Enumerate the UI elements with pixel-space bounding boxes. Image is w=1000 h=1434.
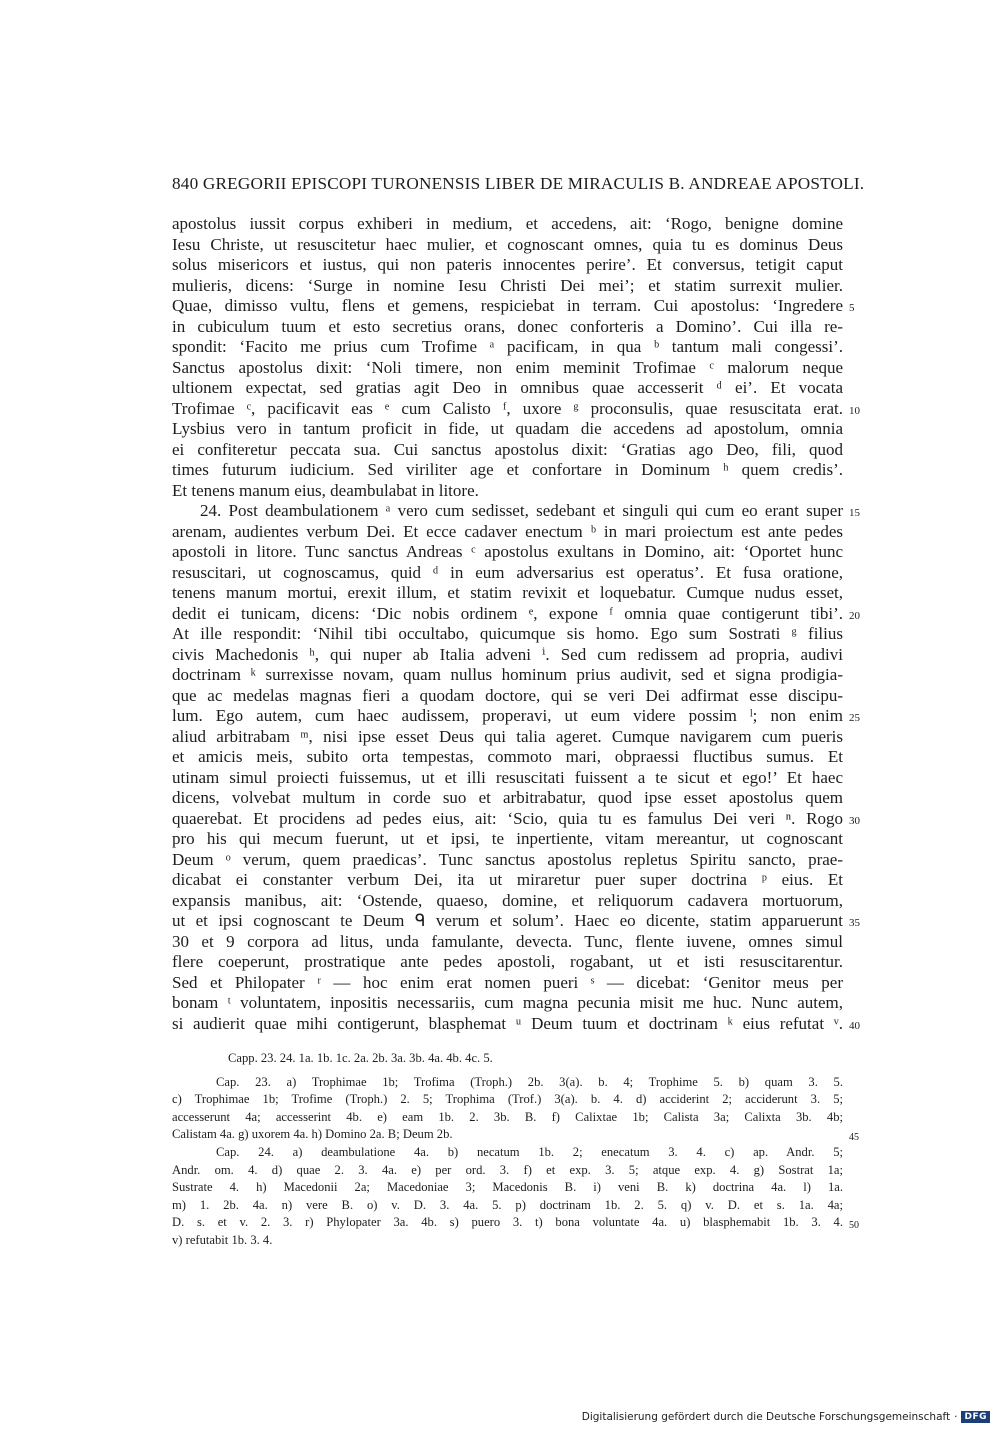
line-text: aliud arbitrabam ᵐ, nisi ipse esset Deus qui talia ageret. Cumque navigarem cum pueris	[172, 726, 843, 746]
note-line	[172, 1091, 843, 1109]
line-text: tenens manum mortui, erexit illum, et statim revixit et loquebatur. Cumque nudus esset,	[172, 583, 843, 602]
page-number: 840	[172, 174, 199, 193]
line-text: arenam, audientes verbum Dei. Et ecce cadaver enectum ᵇ in mari proiectum est ante pedes	[172, 521, 843, 541]
line-text: Calistam 4a. g) uxorem 4a. h) Domino 2a. B; Deum 2b.	[172, 1127, 453, 1142]
line-text: times futurum iudicium. Sed viriliter age et confortare in Dominum ʰ quem credis’.	[172, 460, 843, 479]
text-line	[172, 460, 843, 481]
text-line	[172, 542, 843, 563]
line-text: Lysbius vero in tantum proficit in fide, ut quadam die accedens ad apostolum, omnia	[172, 419, 843, 438]
text-line	[172, 255, 843, 276]
line-text: ut et ipsi cognoscant te Deum ᑫ verum et solum’. Haec eo dicente, statim apparuerunt	[172, 911, 843, 930]
line-text: c) Trophimae 1b; Trofime (Troph.) 2. 5; Trophima (Trof.) 3(a). b. 4. d) acciderint 2; acciderunt 3. 5;	[172, 1092, 843, 1107]
text-line	[172, 563, 843, 584]
text-line	[172, 665, 843, 686]
line-text: Sustrate 4. h) Macedonii 2a; Macedoniae 3; Macedonis B. i) veni B. k) doctrina 4a. l) 1a.	[172, 1180, 843, 1195]
text-line	[172, 706, 860, 727]
note-line	[172, 1126, 859, 1144]
line-text: Cap. 23. a) Trophimae 1b; Trofima (Troph.) 2b. 3(a). b. 4; Trophime 5. b) quam 3. 5.	[216, 1074, 843, 1089]
text-line	[172, 276, 843, 297]
text-line	[172, 317, 843, 338]
line-text: pro his qui mecum fuerunt, ut et ipsi, te inpertiente, vitam mereantur, ut cognoscant	[172, 829, 843, 848]
line-text: Deum ᵒ verum, quem praedicas’. Tunc sanctus apostolus repletus Spiritu sancto, prae-	[172, 849, 843, 869]
text-line	[172, 952, 843, 973]
running-title: GREGORII EPISCOPI TURONENSIS LIBER DE MIRACULIS B. ANDREAE APOSTOLI.	[202, 174, 865, 193]
line-text: Cap. 24. a) deambulatione 4a. b) necatum 1b. 2; enecatum 3. 4. c) ap. Andr. 5;	[216, 1144, 843, 1159]
line-number: 30	[849, 814, 860, 827]
credit-text: Digitalisierung gefördert durch die Deutsche Forschungsgemeinschaft	[581, 1411, 951, 1423]
line-number: 5	[849, 302, 855, 314]
text-line	[172, 1013, 860, 1035]
note-line	[172, 1197, 843, 1215]
main-text	[172, 214, 860, 1034]
text-line	[172, 214, 843, 235]
line-number: 25	[849, 712, 860, 724]
line-text: Sanctus apostolus dixit: ‘Noli timere, non enim meminit Trofimae ᶜ malorum neque	[172, 357, 843, 377]
line-text: que ac medelas magnas fieri a quodam doctore, qui se veri Dei adfirmat esse discipu-	[172, 685, 843, 705]
line-text: ultionem expectat, sed gratias agit Deo in omnibus quae accesserit ᵈ ei’. Et vocata	[172, 378, 843, 397]
text-line	[172, 624, 843, 645]
text-line	[172, 481, 843, 502]
text-line	[172, 501, 860, 522]
line-number: 10	[849, 404, 860, 417]
text-line	[172, 337, 843, 358]
line-text: utinam simul proiecti fuissemus, ut et illi resuscitati fuissent a te sicut et ego!’ Et haec	[172, 767, 843, 787]
line-text: expansis manibus, ait: ‘Ostende, quaeso, domine, et reliquorum cadavera mortuorum,	[172, 890, 843, 910]
line-number: 45	[849, 1132, 859, 1144]
line-text: 24. Post deambulationem ᵃ vero cum sedisset, sedebant et singuli qui cum eo erant super	[200, 501, 843, 520]
text-line	[172, 870, 843, 891]
text-line	[172, 358, 843, 379]
note-line	[172, 1074, 843, 1092]
text-line	[172, 993, 843, 1014]
line-number: 20	[849, 609, 860, 622]
line-text: et amicis meis, subito orta tempestas, commoto mari, obpraessi fluctibus sumus. Et	[172, 747, 843, 766]
line-text: m) 1. 2b. 4a. n) vere B. o) v. D. 3. 4a. 5. p) doctrinam 1b. 2. 5. q) v. D. et s. 1a. 4a;	[172, 1197, 843, 1212]
text-line	[172, 378, 843, 399]
line-text: dicabat ei constanter verbum Dei, ita ut miraretur puer super doctrina ᵖ eius. Et	[172, 870, 843, 889]
line-text: Et tenens manum eius, deambulabat in litore.	[172, 480, 479, 500]
line-number: 40	[849, 1019, 860, 1032]
line-text: Andr. om. 4. d) quae 2. 3. 4a. e) per ord. 3. f) et exp. 3. 5; atque exp. 4. g) Sostrat 1a;	[172, 1162, 843, 1177]
line-text: mulieris, dicens: ‘Surge in nomine Iesu Christi Dei mei’; et statim surrexit mulier.	[172, 275, 843, 295]
line-text: apostolus iussit corpus exhiberi in medium, et accedens, ait: ‘Rogo, benigne domine	[172, 214, 843, 233]
text-line	[172, 440, 843, 461]
text-line	[172, 398, 860, 420]
text-line	[172, 911, 860, 932]
note-line	[172, 1214, 859, 1232]
text-line	[172, 808, 860, 830]
line-text: apostoli in litore. Tunc sanctus Andreas ᶜ apostolus exultans in Domino, ait: ‘Oportet hunc	[172, 542, 843, 561]
line-text: spondit: ‘Facito me prius cum Trofime ᵃ pacificam, in qua ᵇ tantum mali congessi’.	[172, 337, 843, 356]
line-text: bonam ᵗ voluntatem, inpositis necessariis, cum magna pecunia misit me huc. Nunc autem,	[172, 993, 843, 1012]
line-text: dicens, volvebat multum in corde suo et arbitrabatur, quod ipse esset apostolus quem	[172, 788, 843, 807]
line-text: quaerebat. Et procidens ad pedes eius, ait: ‘Scio, quia tu es famulus Dei veri ⁿ. Rogo	[172, 808, 843, 828]
line-text: Iesu Christe, ut resuscitetur haec mulier, et cognoscant omnes, quia tu es dominus Deus	[172, 234, 843, 254]
digitization-credit: Digitalisierung gefördert durch die Deutsche Forschungsgemeinschaft · DFG	[582, 1411, 990, 1423]
note-line	[172, 1162, 843, 1180]
text-line	[172, 891, 843, 912]
text-line	[172, 768, 843, 789]
line-text: dedit ei tunicam, dicens: ‘Dic nobis ordinem ᵉ, expone ᶠ omnia quae contigerunt tibi’.	[172, 603, 843, 623]
line-text: si audierit quae mihi contigerunt, blasphemat ᵘ Deum tuum et doctrinam ᵏ eius refutat ᵛ.	[172, 1013, 843, 1033]
text-line	[172, 686, 843, 707]
critical-apparatus	[172, 1050, 859, 1250]
line-text: in cubiculum tuum et esto secretius orans, donec conforteris a Domino’. Cui illa re-	[172, 316, 843, 336]
text-line	[172, 603, 860, 625]
line-text: ei confiteretur peccata sua. Cui sanctus apostolus dixit: ‘Gratias ago Deo, fili, quod	[172, 439, 843, 459]
line-text: At ille respondit: ‘Nihil tibi occultabo, quicumque sis homo. Ego sum Sostrati ᵍ filius	[172, 624, 843, 643]
line-text: lum. Ego autem, cum haec audissem, properavi, ut eum videre possim ˡ; non enim	[172, 706, 843, 725]
text-line	[172, 522, 843, 543]
text-line	[172, 583, 843, 604]
line-number: 50	[849, 1220, 859, 1232]
note-line	[172, 1050, 843, 1068]
line-text: Trofimae ᶜ, pacificavit eas ᵉ cum Calisto ᶠ, uxore ᵍ proconsulis, quae resuscitata erat.	[172, 398, 843, 418]
text-line	[172, 235, 843, 256]
line-text: Sed et Philopater ʳ — hoc enim erat nomen pueri ˢ — dicebat: ‘Genitor meus per	[172, 972, 843, 992]
text-line	[172, 296, 855, 317]
line-text: resuscitari, ut cognoscamus, quid ᵈ in eum adversarius est operatus’. Et fusa oratione,	[172, 562, 843, 582]
running-header	[172, 174, 865, 194]
line-text: doctrinam ᵏ surrexisse novam, quam nullus hominum prius audivit, sed et signa prodigia-	[172, 665, 843, 684]
note-line	[172, 1179, 843, 1197]
line-text: civis Machedonis ʰ, qui nuper ab Italia adveni ⁱ. Sed cum redissem ad propria, audivi	[172, 644, 843, 664]
text-line	[172, 850, 843, 871]
line-text: Capp. 23. 24. 1a. 1b. 1c. 2a. 2b. 3a. 3b. 4a. 4b. 4c. 5.	[228, 1051, 493, 1065]
line-number: 15	[849, 507, 860, 519]
line-text: Quae, dimisso vultu, flens et gemens, respiciebat in terram. Cui apostolus: ‘Ingredere	[172, 296, 843, 315]
text-line	[172, 829, 843, 850]
text-line	[172, 645, 843, 666]
line-text: 30 et 9 corpora ad litus, unda famulante, devecta. Tunc, flente iuvene, omnes simul	[172, 931, 843, 951]
line-text: D. s. et v. 2. 3. r) Phylopater 3a. 4b. s) puero 3. t) bona voluntate 4a. u) blasphemabit 1b. 3. 4.	[172, 1215, 843, 1230]
text-line	[172, 788, 843, 809]
note-line	[172, 1144, 843, 1162]
line-number: 35	[849, 917, 860, 929]
text-line	[172, 727, 843, 748]
text-line	[172, 973, 843, 994]
line-text: flere coeperunt, prostratique ante pedes apostoli, rogabant, ut et isti resuscitarentur.	[172, 952, 843, 971]
note-line	[172, 1109, 843, 1127]
text-line	[172, 747, 843, 768]
text-line	[172, 419, 843, 440]
line-text: v) refutabit 1b. 3. 4.	[172, 1232, 273, 1247]
text-line	[172, 932, 843, 953]
note-line	[172, 1232, 843, 1250]
line-text: solus misericors et iustus, qui non pateris innocentes perire’. Et conversus, tetigit caput	[172, 255, 843, 274]
dfg-logo: DFG	[961, 1411, 990, 1423]
line-text: accesserunt 4a; accesserint 4b. e) eam 1b. 2. 3b. B. f) Calixtae 1b; Calista 3a; Calixta 3b. 4b;	[172, 1109, 843, 1124]
